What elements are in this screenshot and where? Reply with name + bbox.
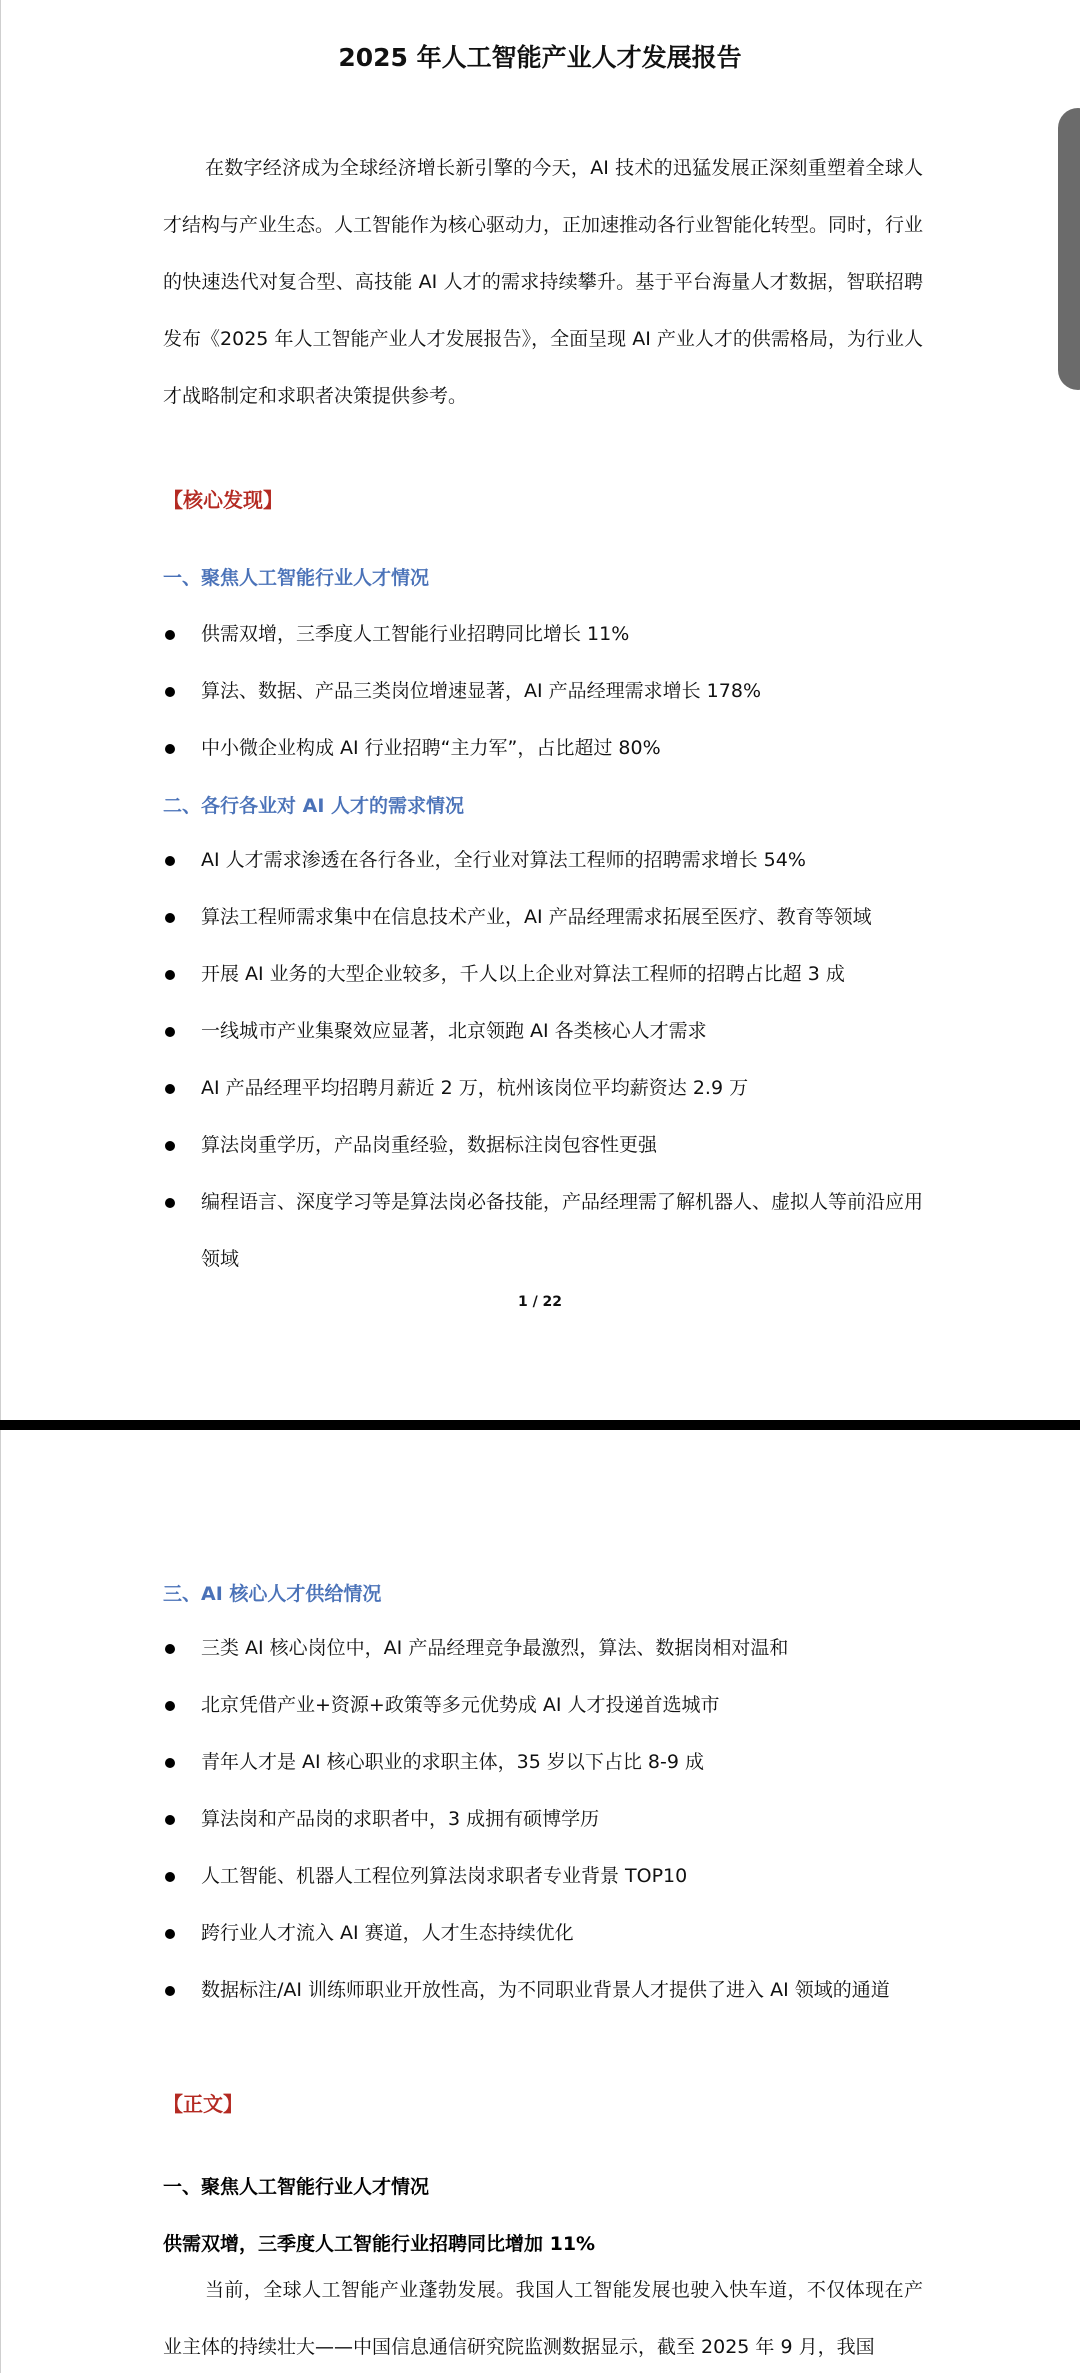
- list-item: 算法工程师需求集中在信息技术产业，AI 产品经理需求拓展至医疗、教育等领域: [163, 889, 923, 946]
- list-item: 算法岗重学历，产品岗重经验，数据标注岗包容性更强: [163, 1117, 923, 1174]
- page-break: [0, 1420, 1080, 1430]
- list-item: 开展 AI 业务的大型企业较多，千人以上企业对算法工程师的招聘占比超 3 成: [163, 946, 923, 1003]
- main-body-tag: 【正文】: [163, 2092, 243, 2116]
- section-2-heading: 二、各行各业对 AI 人才的需求情况: [163, 795, 465, 817]
- list-item: 北京凭借产业+资源+政策等多元优势成 AI 人才投递首选城市: [163, 1677, 923, 1734]
- section-2-list: [163, 832, 923, 1288]
- list-item: 跨行业人才流入 AI 赛道，人才生态持续优化: [163, 1905, 923, 1962]
- list-item: 青年人才是 AI 核心职业的求职主体，35 岁以下占比 8-9 成: [163, 1734, 923, 1791]
- list-item: 数据标注/AI 训练师职业开放性高，为不同职业背景人才提供了进入 AI 领域的通道: [163, 1962, 923, 2019]
- document-title: 2025 年人工智能产业人才发展报告: [338, 43, 742, 72]
- body-section-heading: 一、聚焦人工智能行业人才情况: [163, 2176, 430, 2198]
- list-item: 一线城市产业集聚效应显著，北京领跑 AI 各类核心人才需求: [163, 1003, 923, 1060]
- list-item: 人工智能、机器人工程位列算法岗求职者专业背景 TOP10: [163, 1848, 923, 1905]
- list-item: 中小微企业构成 AI 行业招聘“主力军”，占比超过 80%: [163, 720, 923, 777]
- section-1-list: [163, 606, 923, 777]
- list-item: 编程语言、深度学习等是算法岗必备技能，产品经理需了解机器人、虚拟人等前沿应用领域: [163, 1174, 923, 1288]
- list-item: 算法、数据、产品三类岗位增速显著，AI 产品经理需求增长 178%: [163, 663, 923, 720]
- list-item: 算法岗和产品岗的求职者中，3 成拥有硕博学历: [163, 1791, 923, 1848]
- body-paragraph: 当前，全球人工智能产业蓬勃发展。我国人工智能发展也驶入快车道，不仅体现在产业主体的持续壮大——中国信息通信研究院监测数据显示，截至 2025 年 9 月，我国: [163, 2279, 923, 2358]
- core-findings-tag: 【核心发现】: [163, 488, 283, 512]
- list-item: 供需双增，三季度人工智能行业招聘同比增长 11%: [163, 606, 923, 663]
- scrollbar-thumb[interactable]: [1058, 108, 1080, 390]
- list-item: 三类 AI 核心岗位中，AI 产品经理竞争最激烈，算法、数据岗相对温和: [163, 1620, 923, 1677]
- page-number: 1 / 22: [517, 1294, 563, 1310]
- page-left-edge: [0, 0, 1, 2373]
- section-3-list: [163, 1620, 923, 2019]
- list-item: AI 人才需求渗透在各行各业，全行业对算法工程师的招聘需求增长 54%: [163, 832, 923, 889]
- intro-paragraph: 在数字经济成为全球经济增长新引擎的今天，AI 技术的迅猛发展正深刻重塑着全球人才结构与产业生态。人工智能作为核心驱动力，正加速推动各行业智能化转型。同时，行业的快速迭代对复合型、高技能 AI 人才的需求持续攀升。基于平台海量人才数据，智联招聘发布《2025 年人工智能产业人才发展报告》，全面呈现 AI 产业人才的供需格局，为行业人才战略制定和求职者决策提供参考。: [163, 157, 924, 407]
- list-item: AI 产品经理平均招聘月薪近 2 万，杭州该岗位平均薪资达 2.9 万: [163, 1060, 923, 1117]
- section-1-heading: 一、聚焦人工智能行业人才情况: [163, 567, 430, 589]
- body-subheading: 供需双增，三季度人工智能行业招聘同比增加 11%: [163, 2233, 596, 2255]
- section-3-heading: 三、AI 核心人才供给情况: [163, 1583, 382, 1605]
